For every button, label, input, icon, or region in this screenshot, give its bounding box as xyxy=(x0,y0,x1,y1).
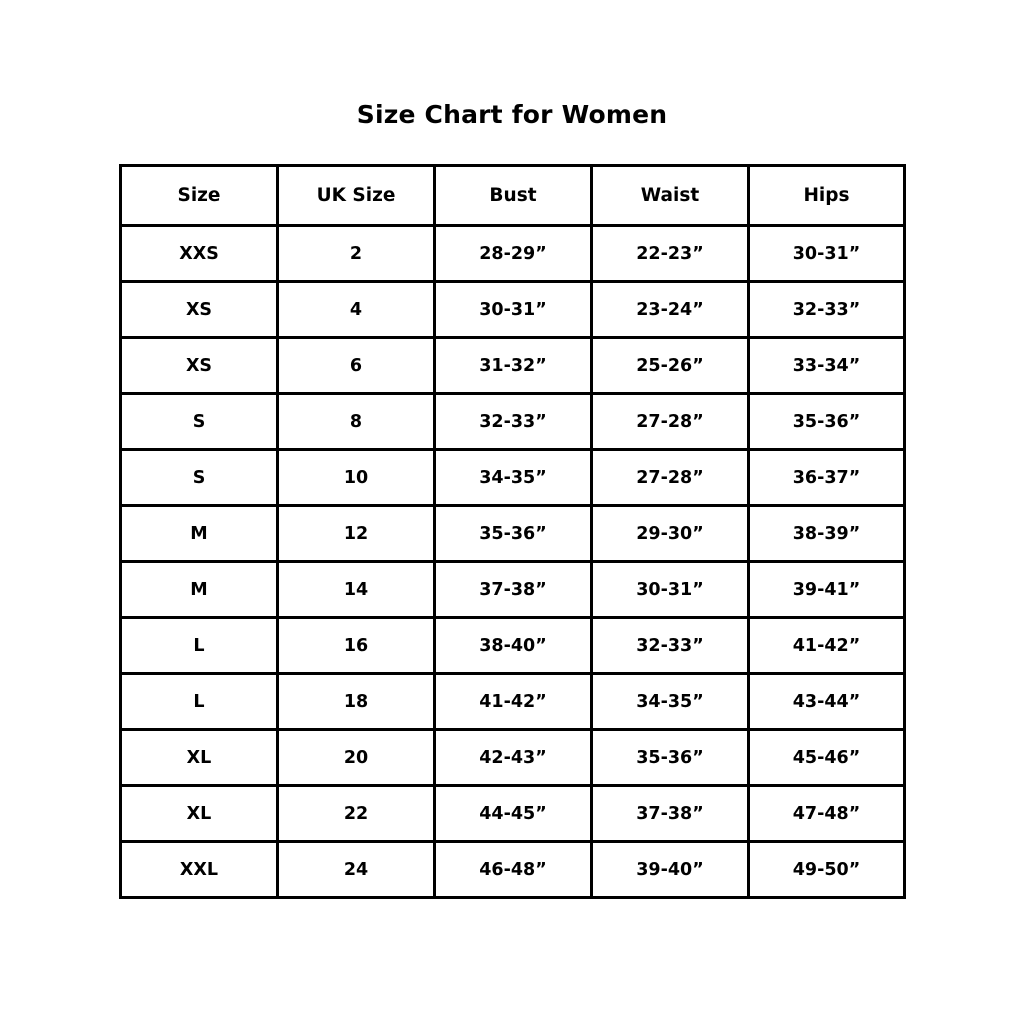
cell-waist: 37-38” xyxy=(592,786,749,842)
cell-bust: 41-42” xyxy=(435,674,592,730)
table-row xyxy=(121,786,905,842)
cell-uk-size: 16 xyxy=(278,618,435,674)
cell-hips: 39-41” xyxy=(749,562,905,618)
cell-bust: 35-36” xyxy=(435,506,592,562)
cell-hips: 49-50” xyxy=(749,842,905,898)
page-title: Size Chart for Women xyxy=(356,100,668,129)
cell-size: L xyxy=(121,674,278,730)
cell-waist: 27-28” xyxy=(592,450,749,506)
cell-uk-size: 24 xyxy=(278,842,435,898)
cell-hips: 32-33” xyxy=(749,282,905,338)
table-row xyxy=(121,730,905,786)
table-header xyxy=(121,166,905,226)
cell-size: XS xyxy=(121,282,278,338)
cell-bust: 30-31” xyxy=(435,282,592,338)
cell-uk-size: 12 xyxy=(278,506,435,562)
column-header-size: Size xyxy=(121,166,278,226)
cell-hips: 30-31” xyxy=(749,226,905,282)
cell-bust: 44-45” xyxy=(435,786,592,842)
column-header-hips: Hips xyxy=(749,166,905,226)
cell-uk-size: 22 xyxy=(278,786,435,842)
cell-size: XS xyxy=(121,338,278,394)
cell-waist: 25-26” xyxy=(592,338,749,394)
cell-uk-size: 4 xyxy=(278,282,435,338)
cell-waist: 39-40” xyxy=(592,842,749,898)
cell-hips: 33-34” xyxy=(749,338,905,394)
cell-size: XL xyxy=(121,786,278,842)
cell-size: L xyxy=(121,618,278,674)
cell-waist: 30-31” xyxy=(592,562,749,618)
cell-bust: 42-43” xyxy=(435,730,592,786)
cell-hips: 41-42” xyxy=(749,618,905,674)
table-row xyxy=(121,394,905,450)
column-header-bust: Bust xyxy=(435,166,592,226)
cell-bust: 38-40” xyxy=(435,618,592,674)
cell-hips: 47-48” xyxy=(749,786,905,842)
cell-size: XXS xyxy=(121,226,278,282)
cell-uk-size: 6 xyxy=(278,338,435,394)
cell-waist: 32-33” xyxy=(592,618,749,674)
table-row xyxy=(121,618,905,674)
column-header-uk-size: UK Size xyxy=(278,166,435,226)
cell-waist: 23-24” xyxy=(592,282,749,338)
cell-hips: 38-39” xyxy=(749,506,905,562)
cell-size: M xyxy=(121,562,278,618)
cell-bust: 31-32” xyxy=(435,338,592,394)
cell-uk-size: 20 xyxy=(278,730,435,786)
cell-uk-size: 8 xyxy=(278,394,435,450)
cell-waist: 35-36” xyxy=(592,730,749,786)
table-row xyxy=(121,842,905,898)
cell-size: XXL xyxy=(121,842,278,898)
size-chart-table-wrapper xyxy=(119,164,903,899)
cell-uk-size: 18 xyxy=(278,674,435,730)
cell-bust: 37-38” xyxy=(435,562,592,618)
cell-hips: 45-46” xyxy=(749,730,905,786)
size-chart-table xyxy=(119,164,906,899)
cell-uk-size: 10 xyxy=(278,450,435,506)
cell-size: S xyxy=(121,450,278,506)
cell-bust: 28-29” xyxy=(435,226,592,282)
cell-uk-size: 14 xyxy=(278,562,435,618)
cell-hips: 35-36” xyxy=(749,394,905,450)
table-row xyxy=(121,338,905,394)
cell-uk-size: 2 xyxy=(278,226,435,282)
table-row xyxy=(121,562,905,618)
cell-waist: 27-28” xyxy=(592,394,749,450)
table-row xyxy=(121,450,905,506)
cell-bust: 46-48” xyxy=(435,842,592,898)
table-row xyxy=(121,282,905,338)
table-row xyxy=(121,506,905,562)
cell-waist: 22-23” xyxy=(592,226,749,282)
table-body xyxy=(121,226,905,898)
cell-hips: 43-44” xyxy=(749,674,905,730)
table-row xyxy=(121,226,905,282)
cell-hips: 36-37” xyxy=(749,450,905,506)
cell-size: S xyxy=(121,394,278,450)
cell-bust: 34-35” xyxy=(435,450,592,506)
cell-size: M xyxy=(121,506,278,562)
column-header-waist: Waist xyxy=(592,166,749,226)
table-header-row xyxy=(121,166,905,226)
cell-waist: 29-30” xyxy=(592,506,749,562)
table-row xyxy=(121,674,905,730)
cell-bust: 32-33” xyxy=(435,394,592,450)
cell-waist: 34-35” xyxy=(592,674,749,730)
cell-size: XL xyxy=(121,730,278,786)
